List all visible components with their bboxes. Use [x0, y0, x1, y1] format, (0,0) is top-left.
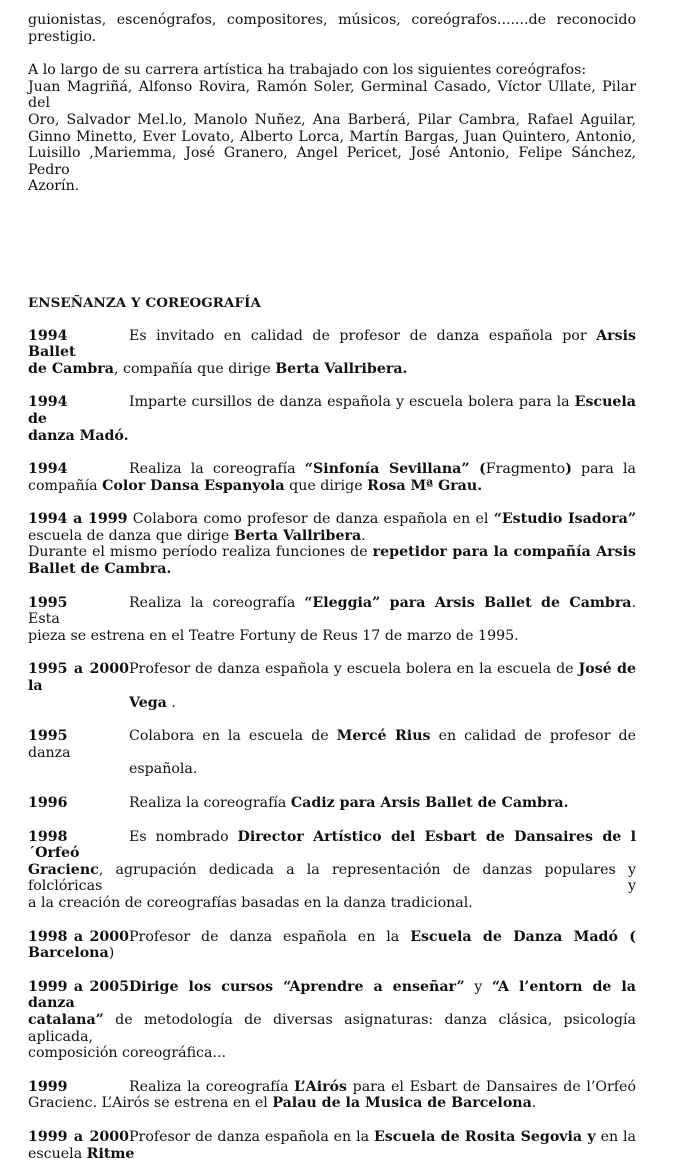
entry-year: 1994	[28, 394, 68, 411]
entry-year: 1995	[28, 728, 68, 745]
entry-1996-cadiz: 1996 Realiza la coreografía Cadiz para Arsis Ballet de Cambra.	[28, 795, 569, 811]
entry-year: 1999 a 2000	[28, 1128, 129, 1145]
text-line: Ginno Minetto, Ever Lovato, Alberto Lorca, Martín Bargas, Juan Quintero, Antonio,	[28, 128, 636, 145]
text-line: Oro, Salvador Mel.lo, Manolo Nuñez, Ana Barberá, Pilar Cambra, Rafael Aguilar,	[28, 111, 636, 128]
entry-1995-eleggia: 1995 Realiza la coreografía “Eleggia” para Arsis Ballet de Cambra. Esta pieza se estrena en el Teatre Fortuny de Reus 17 de marzo de 1995.	[28, 594, 636, 644]
entry-year: 1998	[28, 828, 68, 845]
entry-year: 1994	[28, 327, 68, 344]
entry-1999-2005-cursos: 1999 a 2005Dirige los cursos “Aprendre a enseñar” y “A l’entorn de la danza catalana” de metodología de diversas asignaturas: danza clásica, psicología aplicada, composición coreográfica...	[28, 978, 636, 1062]
entry-year: 1994 a 1999	[28, 511, 128, 528]
entry-1999-airos: 1999 Realiza la coreografía L’Airós para el Esbart de Dansaires de l’Orfeó Gracienc. L’Airós se estrena en el Palau de la Musica de Barcelona.	[28, 1078, 636, 1112]
document-page	[28, 12, 636, 1162]
text-line: A lo largo de su carrera artística ha trabajado con los siguientes coreógrafos:	[28, 62, 587, 79]
entry-1995-merce-rius: 1995 Colabora en la escuela de Mercé Rius en calidad de profesor de danza española.	[28, 728, 637, 778]
entry-1994-arsis: 1994 Es invitado en calidad de profesor de danza española por Arsis Ballet de Cambra, compañía que dirige Berta Vallribera.	[28, 327, 636, 377]
entry-1994-1999-isadora: 1994 a 1999 Colabora como profesor de danza española en el “Estudio Isadora” escuela de danza que dirige Berta Vallribera. Durante el mismo período realiza funciones de repetidor para la compañía Arsis Ballet de Cambra.	[28, 511, 637, 578]
entry-1994-sinfonia: 1994 Realiza la coreografía “Sinfonía Sevillana” (Fragmento) para la compañía Color Dansa Espanyola que dirige Rosa Mª Grau.	[28, 461, 636, 494]
text-line: guionistas, escenógrafos, compositores, músicos, coreógrafos.......de reconocido	[28, 12, 636, 28]
entry-year: 1999	[28, 1078, 68, 1095]
entry-year: 1996	[28, 795, 68, 811]
text-line: prestigio.	[28, 28, 97, 45]
entry-year: 1999 a 2005	[28, 978, 129, 995]
text-line: Azorín.	[28, 178, 80, 195]
entry-1995-2000-jose-vega: 1995 a 2000Profesor de danza española y escuela bolera en la escuela de José de la Vega .	[28, 661, 636, 711]
intro-paragraph-2	[28, 62, 636, 195]
entry-year: 1995	[28, 594, 68, 611]
entry-year: 1998 a 2000	[28, 928, 129, 945]
entry-1994-mado: 1994 Imparte cursillos de danza española y escuela bolera para la Escuela de danza Madó.	[28, 394, 636, 444]
entry-year: 1995 a 2000	[28, 661, 129, 678]
text-line: Luisillo ,Mariemma, José Granero, Angel Pericet, José Antonio, Felipe Sánchez, Pedro	[28, 145, 636, 178]
section-heading: ENSEÑANZA Y COREOGRAFÍA	[28, 294, 261, 311]
text-line: Juan Magriñá, Alfonso Rovira, Ramón Soler, Germinal Casado, Víctor Ullate, Pilar del	[28, 78, 636, 112]
intro-paragraph-1	[28, 12, 636, 45]
entry-year: 1994	[28, 461, 68, 478]
entry-1998-orfeo: 1998 Es nombrado Director Artístico del Esbart de Dansaires de l´Orfeó Gracienc, agrupación dedicada a la representación de danzas populares y folclóricas y a la creación de coreografías basadas en la danza tradicional.	[28, 828, 636, 911]
entry-1999-2000-rosita: 1999 a 2000Profesor de danza española en la Escuela de Rosita Segovia y en la escuela Ritme	[28, 1128, 636, 1162]
entry-1998-2000-mado: 1998 a 2000Profesor de danza española en la Escuela de Danza Madó ( Barcelona)	[28, 928, 636, 962]
